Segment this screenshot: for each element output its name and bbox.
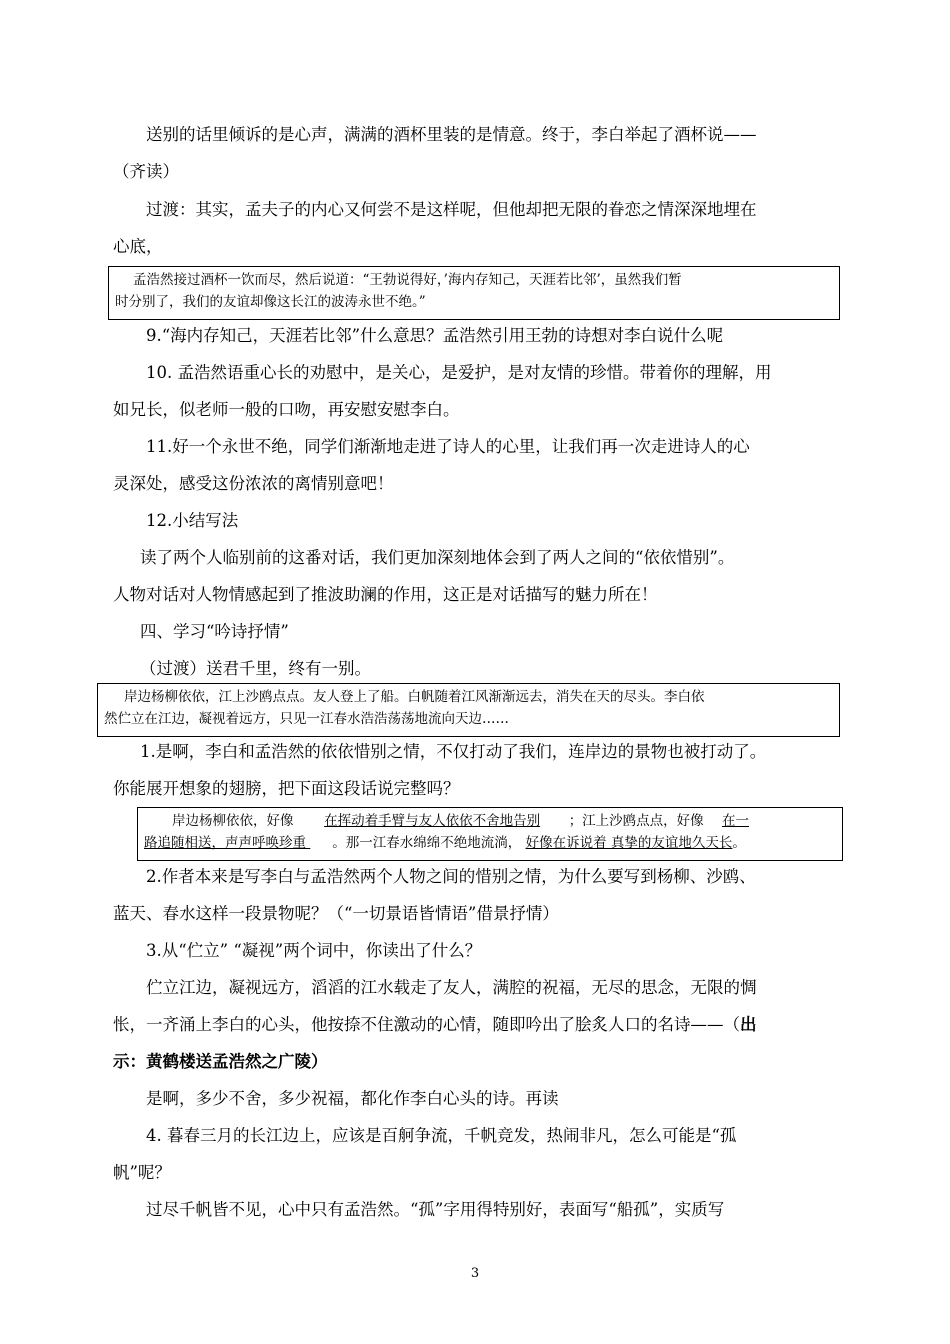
fill-text: 。那一江春水绵绵不绝地流淌， <box>332 835 522 851</box>
paragraph-line: 过渡：其实，孟夫子的内心又何尝不是这样呢，但他却把无限的眷恋之情深深地埋在 <box>146 200 757 219</box>
fill-answer: 在挥动着手臂与友人依依不舍地告别 <box>324 813 541 829</box>
question-11-cont: 灵深处，感受这份浓浓的离情别意吧！ <box>113 474 394 493</box>
step-1: 1.是啊，李白和孟浩然的依依惜别之情，不仅打动了我们，连岸边的景物也被打动了。 <box>140 742 767 761</box>
step-3: 3.从“伫立” “凝视”两个词中，你读出了什么？ <box>146 941 482 960</box>
question-11: 11.好一个永世不绝，同学们渐渐地走进了诗人的心里，让我们再一次走进诗人的心 <box>146 437 750 456</box>
question-9: 9.“海内存知己，天涯若比邻”什么意思？孟浩然引用王勃的诗想对李白说什么呢 <box>146 326 724 345</box>
step-3-answer: 伫立江边，凝视远方，滔滔的江水载走了友人，满腔的祝福，无尽的思念，无限的惆 <box>146 978 757 997</box>
quote-box-menghaoran <box>108 266 840 320</box>
summary-line: 读了两个人临别前的这番对话，我们更加深刻地体会到了两人之间的“依依惜别”。 <box>140 548 735 567</box>
page-number: 3 <box>470 1266 480 1281</box>
reread-line: 是啊，多少不舍，多少祝福，都化作李白心头的诗。再读 <box>146 1089 559 1108</box>
paragraph-line: （齐读） <box>113 162 179 181</box>
poem-title: 示：黄鹤楼送孟浩然之广陵） <box>113 1052 328 1071</box>
quote-line: 岸边杨柳依依，江上沙鸥点点。友人登上了船。白帆随着江风渐渐远去，消失在天的尽头。李白依 <box>124 689 705 705</box>
paragraph-line: 心底， <box>113 237 163 256</box>
question-12: 12.小结写法 <box>146 511 239 530</box>
quote-line: 时分别了，我们的友谊却像这长江的波涛永世不绝。” <box>115 294 426 310</box>
fill-answer: 路追随相送，声声呼唤珍重 <box>144 835 306 851</box>
quote-box-scenery <box>97 683 840 737</box>
fill-answer: 在一 <box>721 813 749 829</box>
step-3-answer-cont <box>113 1014 843 1036</box>
fill-answer: 好像在诉说着 真挚的友谊地久天长 <box>525 835 733 851</box>
question-10-cont: 如兄长，似老师一般的口吻，再安慰安慰李白。 <box>113 400 460 419</box>
fill-text: ；江上沙鸥点点，好像 <box>568 813 704 829</box>
step-2: 2.作者本来是写李白与孟浩然两个人物之间的惜别之情，为什么要写到杨柳、沙鸥、 <box>146 867 756 886</box>
question-10: 10. 孟浩然语重心长的劝慰中，是关心，是爱护，是对友情的珍惜。带着你的理解，用 <box>146 363 772 382</box>
step-4-cont: 帆”呢？ <box>113 1163 171 1182</box>
step-4-answer: 过尽千帆皆不见，心中只有孟浩然。“孤”字用得特别好，表面写“船孤”，实质写 <box>146 1200 725 1219</box>
section-heading: 四、学习“吟诗抒情” <box>140 622 289 641</box>
step-2-cont: 蓝天、春水这样一段景物呢？（“一切景语皆情语”借景抒情） <box>113 904 559 923</box>
step-1-cont: 你能展开想象的翅膀，把下面这段话说完整吗？ <box>113 779 460 798</box>
quote-line: 然伫立在江边，凝视着远方，只见一江春水浩浩荡荡地流向天边…‥. <box>104 711 509 727</box>
transition-line: （过渡）送君千里，终有一别。 <box>140 659 371 678</box>
fill-in-box <box>137 807 843 861</box>
quote-line: 孟浩然接过酒杯一饮而尽，然后说道：“王勃说得好，’海内存知己，天涯若比邻’，虽然我们暂 <box>133 272 682 288</box>
fill-in-line <box>144 832 836 854</box>
fill-in-line <box>144 810 836 832</box>
poem-title-line <box>113 1051 843 1073</box>
step-4: 4. 暮春三月的长江边上，应该是百舸争流，千帆竞发，热闹非凡，怎么可能是“孤 <box>146 1126 737 1145</box>
fill-text: 。 <box>732 835 746 851</box>
paragraph-line: 送别的话里倾诉的是心声，满满的酒杯里装的是情意。终于，李白举起了酒杯说—— <box>146 125 757 144</box>
answer-text: 怅，一齐涌上李白的心头，他按捺不住激动的心情，随即吟出了脍炙人口的名诗——（ <box>113 1015 740 1034</box>
answer-bold: 出 <box>740 1015 757 1034</box>
summary-line: 人物对话对人物情感起到了推波助澜的作用，这正是对话描写的魅力所在！ <box>113 585 658 604</box>
fill-text: 岸边杨柳依依，好像 <box>172 813 294 829</box>
